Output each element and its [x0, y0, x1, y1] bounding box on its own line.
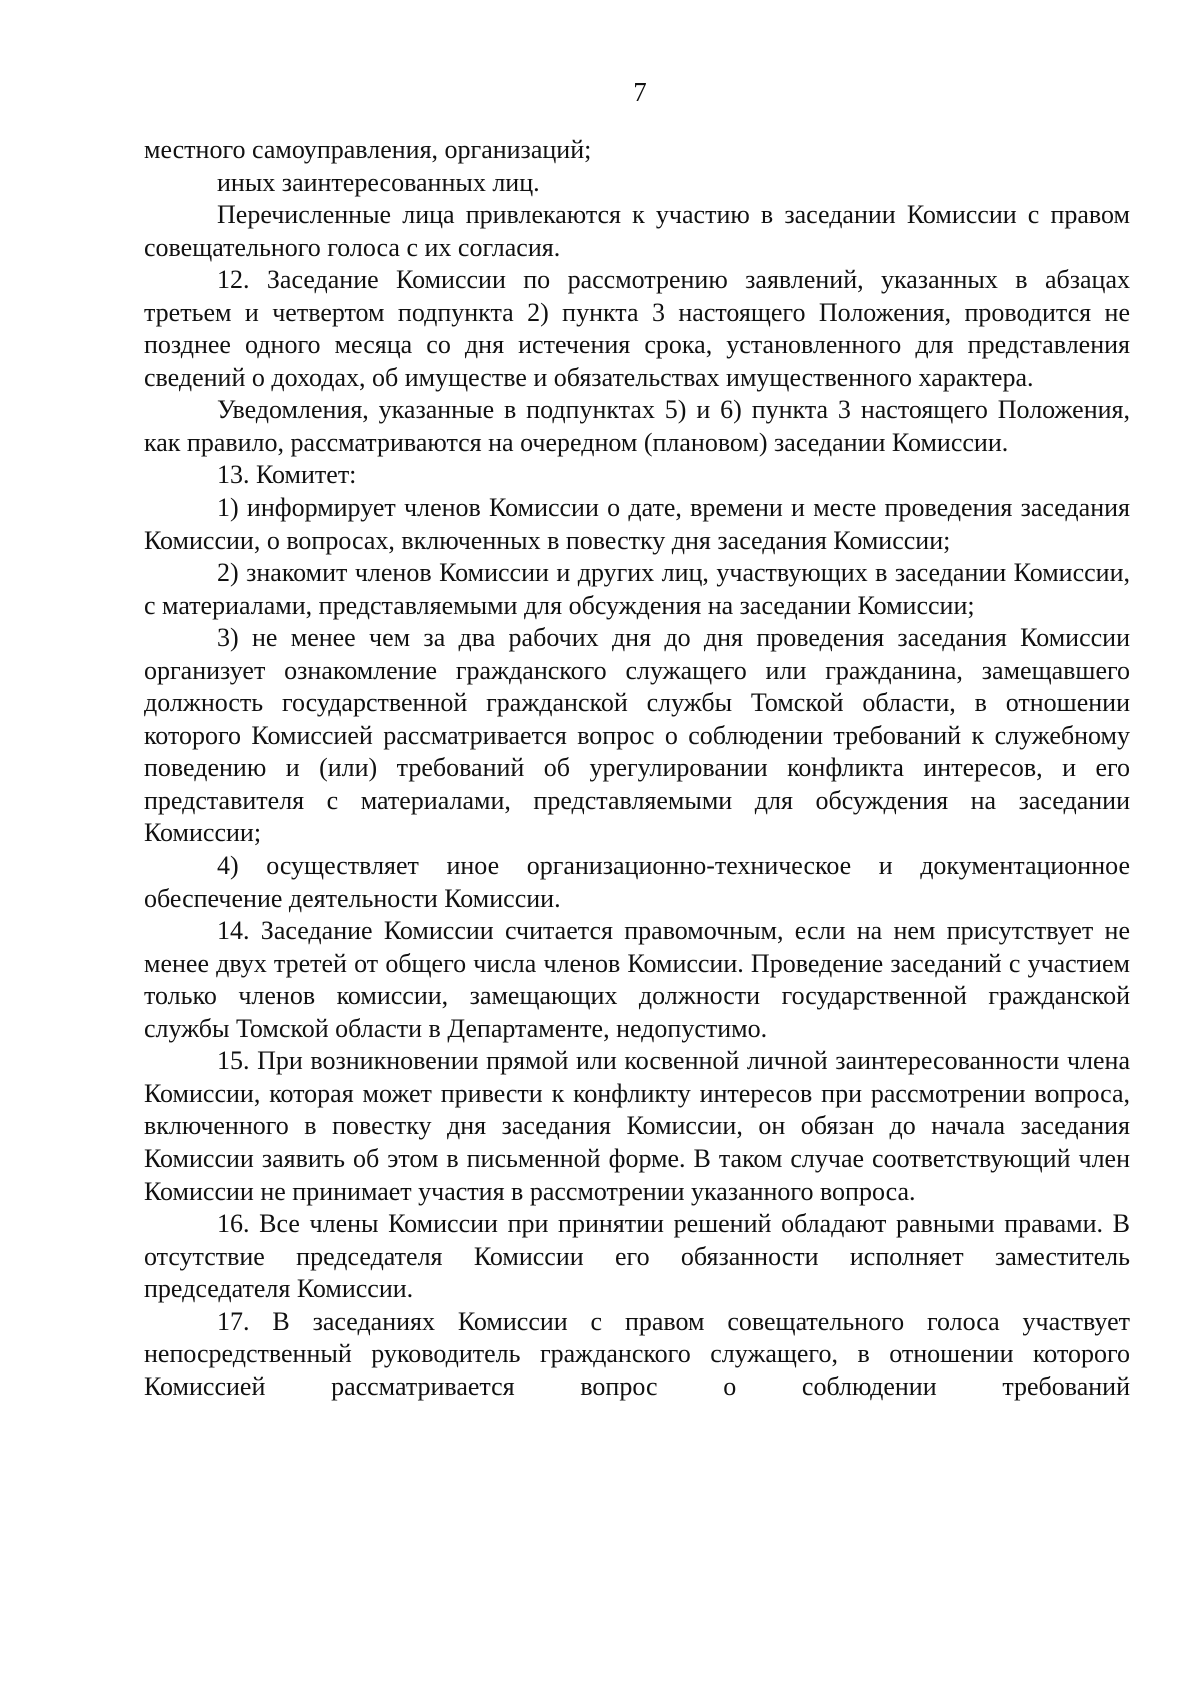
- paragraph: 17. В заседаниях Комиссии с правом совещательного голоса участвует непосредственный руководитель гражданского служащего, в отношении которого Комиссией рассматривается вопрос о соблюдении требований: [144, 1306, 1130, 1401]
- paragraph: 1) информирует членов Комиссии о дате, времени и месте проведения заседания Комиссии, о вопросах, включенных в повестку дня заседания Комиссии;: [144, 493, 1130, 555]
- paragraph: 12. Заседание Комиссии по рассмотрению заявлений, указанных в абзацах третьем и четвертом подпункта 2) пункта 3 настоящего Положения, проводится не позднее одного месяца со дня истечения срока, установленного для представления сведений о доходах, об имуществе и обязательствах имущественного характера.: [144, 265, 1130, 392]
- paragraph: иных заинтересованных лиц.: [217, 167, 540, 197]
- paragraph: 4) осуществляет иное организационно-техническое и документационное обеспечение деятельности Комиссии.: [144, 851, 1130, 913]
- paragraph: 2) знакомит членов Комиссии и других лиц, участвующих в заседании Комиссии, с материалами, представляемыми для обсуждения на заседании Комиссии;: [144, 558, 1130, 620]
- page-number: 7: [633, 77, 647, 107]
- document-body: [144, 134, 1130, 1403]
- paragraph: местного самоуправления, организаций;: [144, 135, 592, 164]
- paragraph: Уведомления, указанные в подпунктах 5) и 6) пункта 3 настоящего Положения, как правило, рассматриваются на очередном (плановом) заседании Комиссии.: [144, 395, 1130, 457]
- paragraph: 15. При возникновении прямой или косвенной личной заинтересованности члена Комиссии, которая может привести к конфликту интересов при рассмотрении вопроса, включенного в повестку дня заседания Комиссии, он обязан до начала заседания Комиссии заявить об этом в письменной форме. В таком случае соответствующий член Комиссии не принимает участия в рассмотрении указанного вопроса.: [144, 1046, 1130, 1206]
- paragraph: 14. Заседание Комиссии считается правомочным, если на нем присутствует не менее двух третей от общего числа членов Комиссии. Проведение заседаний с участием только членов комиссии, замещающих должности государственной гражданской службы Томской области в Департаменте, недопустимо.: [144, 916, 1130, 1043]
- paragraph: 16. Все члены Комиссии при принятии решений обладают равными правами. В отсутствие председателя Комиссии его обязанности исполняет заместитель председателя Комиссии.: [144, 1209, 1130, 1304]
- paragraph: 3) не менее чем за два рабочих дня до дня проведения заседания Комиссии организует ознакомление гражданского служащего или гражданина, замещавшего должность государственной гражданской службы Томской области, в отношении которого Комиссией рассматривается вопрос о соблюдении требований к служебному поведению и (или) требований об урегулировании конфликта интересов, и его представителя с материалами, представляемыми для обсуждения на заседании Комиссии;: [144, 623, 1130, 848]
- paragraph: 13. Комитет:: [217, 460, 357, 490]
- paragraph: Перечисленные лица привлекаются к участию в заседании Комиссии с правом совещательного голоса с их согласия.: [144, 200, 1130, 262]
